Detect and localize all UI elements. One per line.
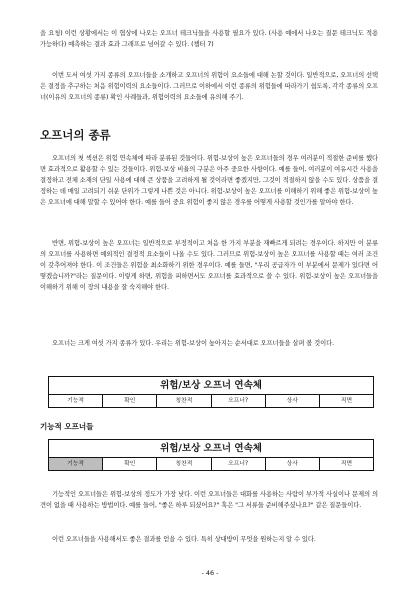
continuum-cell: 오프너?	[212, 458, 266, 470]
risk-continuum-top	[48, 376, 374, 408]
continuum-cell: 칭찬적	[157, 458, 211, 470]
continuum-row	[48, 394, 374, 408]
continuum-cell: 칭찬적	[157, 395, 211, 407]
continuum-cell-highlighted: 기능적	[49, 458, 103, 470]
continuum-cell: 직면	[340, 398, 353, 404]
risk-continuum-bottom	[48, 439, 374, 471]
continuum-cell: 오프너?	[212, 395, 266, 407]
continuum-cell: 확인	[103, 458, 157, 470]
section-heading: 오프너의 종류	[40, 128, 111, 142]
continuum-cell: 상사	[266, 458, 320, 470]
paragraph-types: 오프너의 첫 섹션은 위험 연속체에 따라 분류된 것들이다. 위험-보상이 높은 오프너들의 경우 여러분이 적절한 준비를 했다면 효과적으로 활용할 수 있는 것들이다. 위험-보상 비율의 구분은 아주 중요한 사항이다. 예를 들어, 여러분이 여유시간 사용을 결정하고 전체 소재의 단일 사용에 대해 큰 상품을 고려하게 될 것이라면 좋겠지만, 그것이 적절하지 않을 수도 있다. 상품을 결정하는 데 매일 고려되기 쉬운 단위가 그렇게 나쁜 것은 아니다. 위험-보상이 높은 오프너를 이해하기 위해 좋은 위험-보상이 높은 오프너에 대해 말할 수 있어야 한다. 예를 들어 중요 위험이 좋지 않은 경우를 어떻게 사용할 것인가를 알아야 한다.	[40, 155, 378, 206]
continuum-row	[48, 457, 374, 471]
paragraph-closing: 이런 오프너들을 사용해서도 좋은 결과를 얻을 수 있다. 특히 상대방이 무엇을 원하는지 알 수 있다.	[52, 536, 316, 543]
continuum-cell: 상사	[266, 395, 320, 407]
paragraph-intro: 을 요청) 이런 상황에서는 이 협상에 나오는 오프너 테크닉들을 사용할 필요가 있다. (사용 예에서 나오는 질문 테크닉도 적용가능하다) 예측하는 결과 효과 그래프로 넘어갈 수 있다. (챕터 7)	[40, 30, 378, 48]
continuum-cell: 기능적	[49, 395, 103, 407]
subheading: 기능적 오프너들	[40, 422, 94, 431]
paragraph-risk: 반면, 위험-보상이 높은 오프너는 일반적으로 부정적이고 처음 한 가지 부분을 재빠르게 되려는 경우이다. 하지만 이 분류의 오프너를 사용하면 예외적인 결정적 요소들이 나올 수도 있다. 그러므로 위험-보상이 높은 오프너를 사용할 때는 여러 조건이 갖추어져야 한다. 이 조건들은 위험을 최소화하기 위한 경우이다. 예를 들면, "우리 공급자가 이 부분에서 문제가 있다면 어떻겠습니까?"라는 질문이다. 이렇게 하면, 위험을 피하면서도 오프너를 효과적으로 쓸 수 있다. 위험-보상이 높은 오프너들을 이해하기 위해 이 장의 내용을 잘 숙지해야 한다.	[40, 240, 378, 291]
continuum-cell: 확인	[103, 395, 157, 407]
paragraph-functional: 기능적인 오프너들은 위험-보상의 정도가 가장 낮다. 이런 오프너들은 대화를 사용하는 사람이 부가적 사실이나 문제의 의견이 없을 때 사용하는 방법이다. 예를 들어, "좋은 하루 되셨어요?" 혹은 "그 서류들 준비해주셨나요?" 같은 질문들이다.	[40, 491, 378, 509]
continuum-cell: 직면	[340, 461, 353, 467]
continuum-title: 위험/보상 오프너 연속체	[48, 376, 374, 394]
paragraph-order: 오프너는 크게 여섯 가지 종류가 있다. 우리는 위험-보상이 높아지는 순서대로 오프너들을 살펴 볼 것이다.	[52, 340, 334, 347]
continuum-title: 위험/보상 오프너 연속체	[48, 439, 374, 457]
paragraph-overview: 이번 도서 여섯 가지 종류의 오프너들을 소개하고 오프너의 위험이 요소들에 대해 논할 것이다. 일반적으로, 오프너의 선택은 결정을 추구하는 처음 위험이력의 요소들이다. 그러므로 이하에서 이런 종류의 위험들에 따라가기 쉽도록, 각각 종류의 오프너(이유의 오프너의 종류) 확인 사례들과, 위험이력의 요소들에 유의해 주기.	[40, 72, 378, 101]
page-number: - 46 -	[201, 569, 219, 577]
